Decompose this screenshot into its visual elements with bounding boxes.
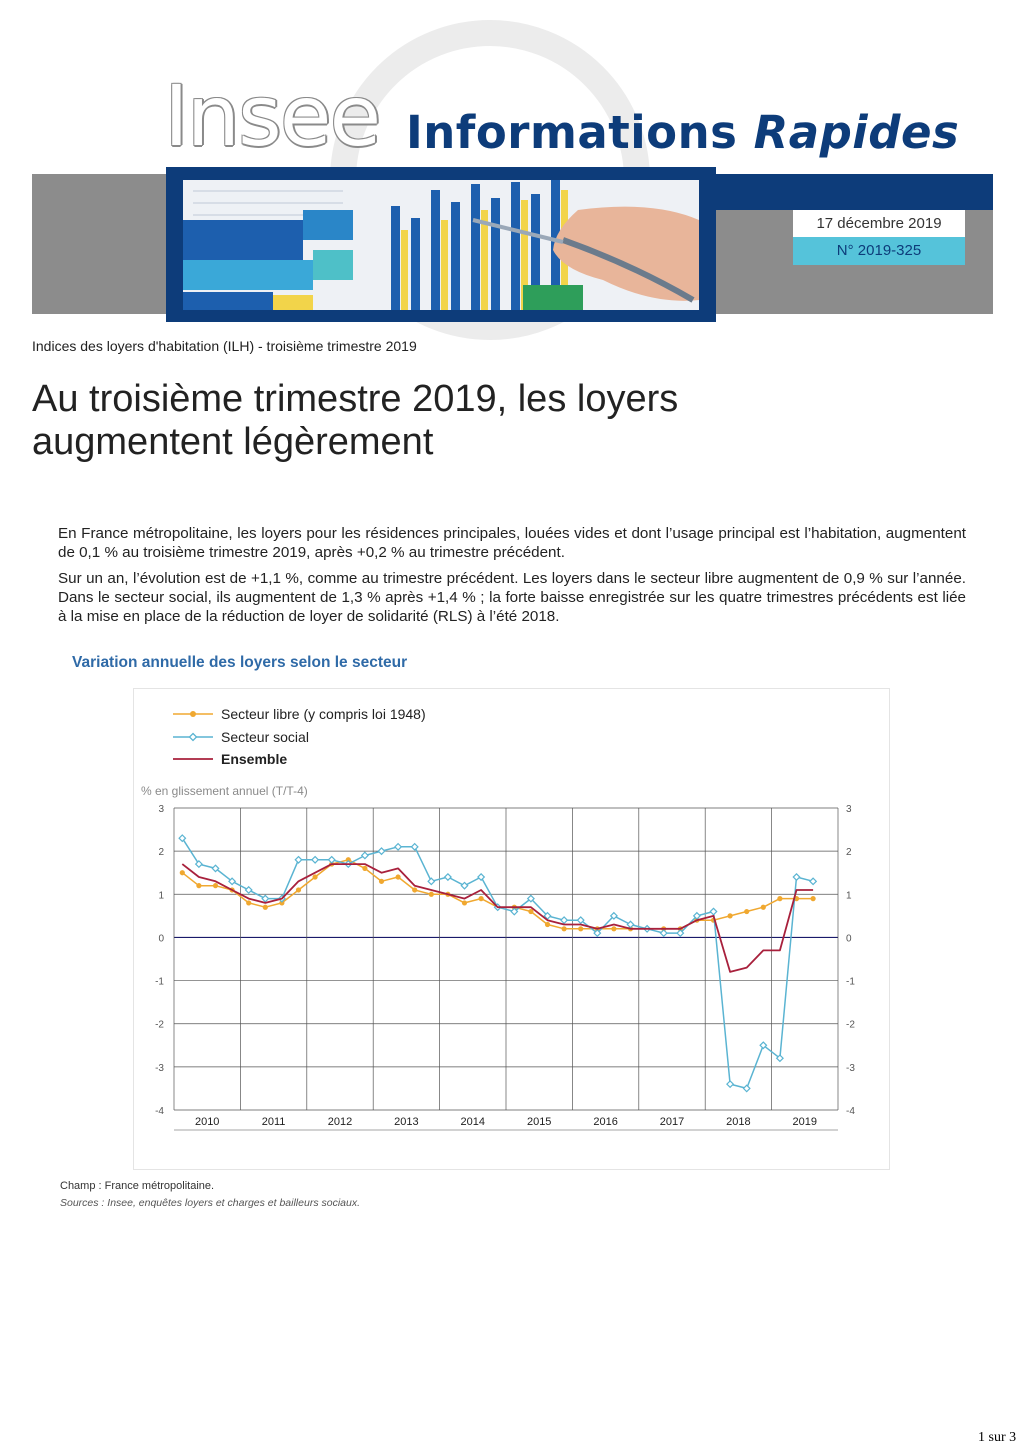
legend-item-libre	[173, 703, 426, 726]
lead-paragraph: Sur un an, l’évolution est de +1,1 %, comme au trimestre précédent. Les loyers dans le secteur libre augmentent de 0,9 % sur l’année. Dans le secteur social, ils augmentent de 1,3 % après +1,4 % ; la forte baisse enregistrée sur les quatre trimestres précédents est liée à la mise en place de la réduction de loyer de solidarité (RLS) à l’été 2018.	[58, 570, 966, 625]
x-tick-label: 2019	[792, 1116, 818, 1128]
header-blue-band	[700, 174, 993, 210]
chart-footnote: Champ : France métropolitaine.	[60, 1180, 215, 1192]
chart-sources: Sources : Insee, enquêtes loyers et charges et bailleurs sociaux.	[60, 1197, 360, 1209]
data-point	[562, 926, 567, 931]
data-point	[295, 857, 301, 863]
y-tick-label-left: 3	[158, 804, 164, 815]
data-point	[561, 917, 567, 923]
data-point	[429, 892, 434, 897]
data-point	[761, 905, 766, 910]
y-tick-label-right: 3	[846, 804, 852, 815]
data-point	[246, 887, 252, 893]
data-point	[479, 896, 484, 901]
x-tick-label: 2011	[261, 1116, 286, 1128]
series-line-1	[182, 838, 813, 1088]
data-point	[710, 908, 716, 914]
data-point	[263, 905, 268, 910]
data-point	[811, 896, 816, 901]
data-point	[810, 878, 816, 884]
data-point	[378, 848, 384, 854]
data-point	[728, 913, 733, 918]
insee-logo: Insee	[164, 67, 380, 165]
y-tick-label-right: -4	[846, 1106, 855, 1117]
surtitle: Indices des loyers d'habitation (ILH) - troisième trimestre 2019	[32, 338, 417, 354]
y-tick-label-right: 0	[846, 933, 852, 945]
y-tick-label-left: -4	[155, 1106, 164, 1117]
x-tick-label: 2017	[659, 1116, 685, 1128]
y-tick-label-left: 1	[158, 890, 164, 902]
x-tick-label: 2014	[460, 1116, 486, 1128]
y-tick-label-right: -1	[846, 976, 855, 988]
legend-swatch-social	[173, 731, 213, 743]
data-point	[412, 887, 417, 892]
y-tick-label-left: 2	[158, 847, 164, 859]
y-tick-label-left: -2	[155, 1019, 164, 1031]
chart-legend	[173, 703, 426, 771]
chart-title: Variation annuelle des loyers selon le secteur	[72, 654, 408, 671]
y-tick-label-left: -1	[155, 976, 164, 988]
issue-number: N° 2019-325	[793, 237, 965, 265]
y-tick-label-left: -3	[155, 1062, 164, 1074]
legend-swatch-ensemble	[173, 753, 213, 765]
legend-label: Secteur libre (y compris loi 1948)	[221, 706, 426, 723]
data-point	[428, 878, 434, 884]
lead-paragraphs	[58, 524, 966, 633]
publication-date: 17 décembre 2019	[793, 210, 965, 237]
data-point	[461, 882, 467, 888]
legend-item-social	[173, 726, 426, 749]
data-point	[396, 874, 401, 879]
y-axis-title: % en glissement annuel (T/T-4)	[141, 784, 308, 798]
data-point	[727, 1081, 733, 1087]
y-tick-label-right: 1	[846, 890, 852, 902]
hero-image	[183, 180, 699, 310]
y-tick-label-right: -3	[846, 1062, 855, 1074]
legend-swatch-libre	[173, 708, 213, 720]
data-point	[379, 879, 384, 884]
data-point	[246, 900, 251, 905]
data-point	[262, 895, 268, 901]
data-point	[611, 926, 616, 931]
y-tick-label-right: 2	[846, 847, 852, 859]
data-point	[744, 1085, 750, 1091]
data-point	[213, 883, 218, 888]
y-tick-label-left: 0	[158, 933, 164, 945]
publication-title-main: Informations	[406, 106, 738, 159]
data-point	[744, 909, 749, 914]
legend-item-ensemble	[173, 748, 426, 771]
data-point	[661, 930, 667, 936]
lead-paragraph: En France métropolitaine, les loyers pour les résidences principales, louées vides et dont l’usage principal est l’habitation, augmentent de 0,1 % au troisième trimestre 2019, après +0,2 % au trimestre précédent.	[58, 525, 966, 561]
legend-label: Ensemble	[221, 751, 288, 768]
data-point	[478, 874, 484, 880]
x-tick-label: 2010	[194, 1116, 220, 1128]
publication-title	[406, 106, 959, 159]
data-point	[362, 852, 368, 858]
y-tick-label-right: -2	[846, 1019, 855, 1031]
data-point	[627, 921, 633, 927]
x-tick-label: 2013	[394, 1116, 419, 1128]
data-point	[412, 844, 418, 850]
line-chart	[133, 780, 890, 1150]
data-point	[313, 874, 318, 879]
x-tick-label: 2012	[327, 1116, 353, 1128]
publication-title-accent: Rapides	[753, 106, 960, 159]
data-point	[578, 926, 583, 931]
data-point	[445, 874, 451, 880]
data-point	[296, 887, 301, 892]
legend-label: Secteur social	[221, 728, 309, 745]
x-tick-label: 2016	[593, 1116, 618, 1128]
data-point	[462, 900, 467, 905]
hero-chart-illustration	[183, 180, 699, 310]
data-point	[545, 922, 550, 927]
data-point	[777, 896, 782, 901]
data-point	[793, 874, 799, 880]
x-tick-label: 2018	[726, 1116, 751, 1128]
data-point	[329, 857, 335, 863]
data-point	[362, 866, 367, 871]
data-point	[196, 883, 201, 888]
data-point	[395, 844, 401, 850]
page-number: 1 sur 3	[978, 1430, 1017, 1445]
x-tick-label: 2015	[526, 1116, 552, 1128]
data-point	[312, 857, 318, 863]
data-point	[180, 870, 185, 875]
page-title: Au troisième trimestre 2019, les loyers augmentent légèrement	[32, 378, 679, 463]
